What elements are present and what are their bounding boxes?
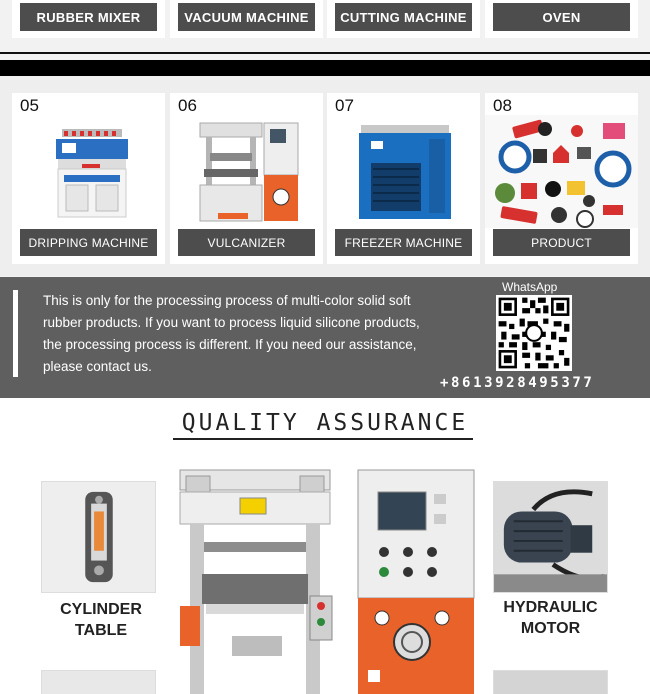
category-card-vacuum-machine[interactable] bbox=[170, 0, 323, 38]
product-label-product: PRODUCT bbox=[493, 229, 630, 256]
product-number: 06 bbox=[178, 96, 197, 115]
product-label-dripping-machine: DRIPPING MACHINE bbox=[20, 229, 157, 256]
accent-bar bbox=[13, 290, 18, 377]
product-number: 05 bbox=[20, 96, 39, 115]
product-card-vulcanizer[interactable] bbox=[170, 93, 323, 264]
product-number: 08 bbox=[493, 96, 512, 115]
label-line-2: TABLE bbox=[74, 622, 128, 639]
top-category-row bbox=[0, 0, 650, 40]
whatsapp-qr-code[interactable] bbox=[496, 295, 572, 371]
category-card-cutting-machine[interactable] bbox=[327, 0, 480, 38]
label-line-1: HYDRAULIC bbox=[503, 599, 598, 616]
product-card-product[interactable] bbox=[485, 93, 638, 264]
category-card-rubber-mixer[interactable] bbox=[12, 0, 165, 38]
title-underline bbox=[173, 438, 473, 440]
cylinder-table-image bbox=[41, 481, 156, 593]
product-card-freezer-machine[interactable] bbox=[327, 93, 480, 264]
vulcanizer-main-image bbox=[172, 466, 478, 694]
product-number: 07 bbox=[335, 96, 354, 115]
quality-assurance-section bbox=[0, 398, 650, 694]
label-line-2: MOTOR bbox=[520, 620, 581, 637]
product-card-dripping-machine[interactable] bbox=[12, 93, 165, 264]
category-button-oven[interactable]: OVEN bbox=[493, 3, 630, 31]
section-title: QUALITY ASSURANCE bbox=[181, 410, 469, 436]
category-card-oven[interactable] bbox=[485, 0, 638, 38]
product-label-vulcanizer: VULCANIZER bbox=[178, 229, 315, 256]
category-button-rubber-mixer[interactable]: RUBBER MIXER bbox=[20, 3, 157, 31]
phone-number[interactable]: +8613928495377 bbox=[440, 375, 595, 391]
feature-label-cylinder-table bbox=[41, 599, 161, 641]
category-button-cutting-machine[interactable]: CUTTING MACHINE bbox=[335, 3, 472, 31]
vulcanizer-image bbox=[180, 119, 313, 224]
hydraulic-motor-image bbox=[493, 481, 608, 593]
divider-line bbox=[0, 52, 650, 54]
freezer-machine-image bbox=[337, 119, 470, 224]
feature-image-partial-right bbox=[493, 670, 608, 694]
section-divider-band bbox=[0, 60, 650, 76]
whatsapp-label: WhatsApp bbox=[502, 280, 558, 294]
feature-label-hydraulic-motor bbox=[488, 597, 613, 639]
rubber-patches-image bbox=[485, 115, 638, 228]
product-grid bbox=[0, 80, 650, 276]
contact-info-banner bbox=[0, 277, 650, 398]
dripping-machine-image bbox=[22, 119, 155, 224]
category-button-vacuum-machine[interactable]: VACUUM MACHINE bbox=[178, 3, 315, 31]
label-line-1: CYLINDER bbox=[60, 601, 142, 618]
product-label-freezer-machine: FREEZER MACHINE bbox=[335, 229, 472, 256]
feature-image-partial-left bbox=[41, 670, 156, 694]
process-note-text: This is only for the processing process of multi-color solid soft rubber products. If you want to process liquid silicone products, the processing process is different. If you need our assistance, please contact us. bbox=[43, 293, 420, 374]
